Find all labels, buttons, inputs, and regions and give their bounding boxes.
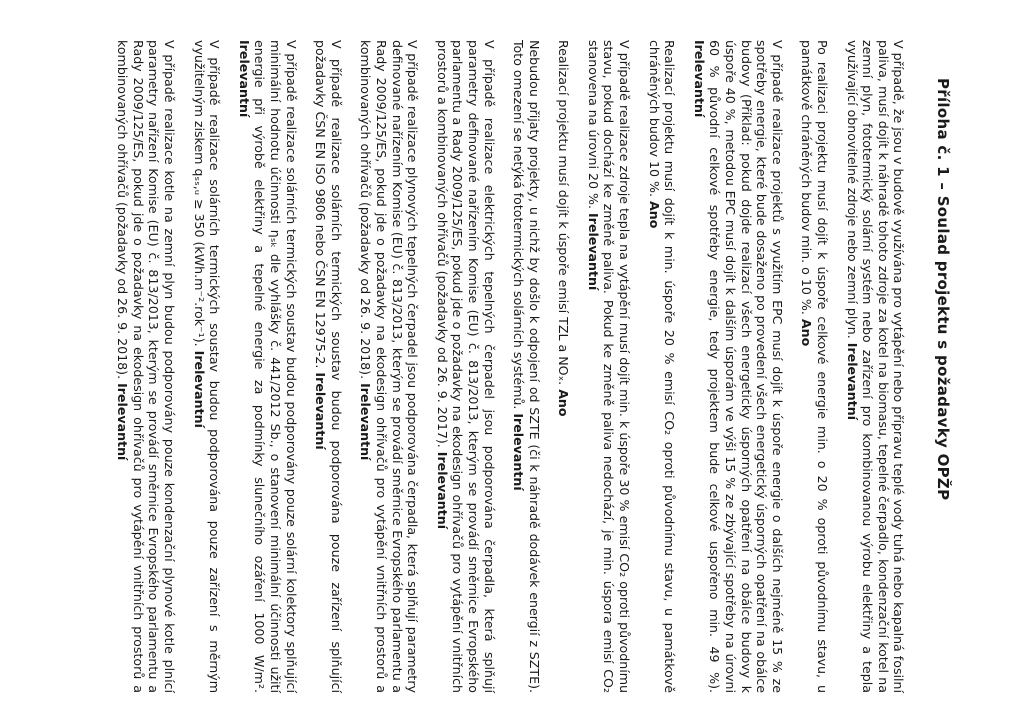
paragraph-text: V případě realizace kotle na zemní plyn budou podporovány pouze kondenzační plynové kotle plnící parametry nařízení Komise (EU) č. 813/2013, kterým se provádí směrnice Evropského parlamentu a Rady 2009/125/ES, pokud jde o požadavky na ekodesign ohřívačů pro vytápění vnitřních prostorů a kombinovaných ohřívačů (požadavky od 26. 9. 2018). <box>115 40 178 693</box>
paragraph-verdict: Irelevantní <box>511 413 527 491</box>
paragraph <box>844 40 906 693</box>
paragraph-text: Realizací projektu musí dojít k min. úspoře 20 % emisí CO₂ oproti původnímu stavu, u památkově chráněných budov 10 %. <box>646 40 678 693</box>
paragraph <box>434 40 496 693</box>
paragraph <box>556 40 572 693</box>
paragraph-text: V případě realizace solárních termických soustav budou podporována pouze zařízení splňující požadavky ČSN EN ISO 9806 nebo ČSN EN 12975-2. <box>313 40 344 693</box>
paragraph-text: V případě realizace projektů s využitím EPC musí dojít k úspoře energie o dalších nejméně 15 % ze spotřeby energie, které bude dosaženo po provedení všech energetický úsporných opatření na obálce budovy (Příklad: pokud dojde realizací všech energeticky úsporných opatření na obálce budovy k úspoře 40 %, metodou EPC musí dojít k dalším úsporám ve výši 15 % ze zbývající spotřeby na úrovni 60 % původní celkové spotřeby energie, tedy projektem bude celkové uspořeno min. 49 %). <box>707 40 785 693</box>
paragraph-verdict: Irelevantní <box>313 372 329 450</box>
paragraph-text: Po realizaci projektu musí dojít k úspoře celkové energie min. o 20 % oproti původnímu stavu, u památkově chráněných budov min. o 10 %. <box>799 40 831 693</box>
paragraph-verdict: Ano <box>556 389 572 417</box>
paragraph-verdict: Irelevantní <box>691 40 707 118</box>
paragraph <box>585 40 632 693</box>
paragraph <box>313 40 344 693</box>
paragraph-text: V případě realizace zdroje tepla na vytápění musí dojít min. k úspoře 30 % emisí CO₂ oproti původnímu stavu, pokud dochází ke změně paliva. Pokud ke změně paliva nedochází, je min. úspora emisí CO₂ stanovena na úrovni 20 %. <box>585 40 633 693</box>
paragraph-text: V případě realizace solárních termických soustav budou podporovány pouze solární kolektory splňující minimální hodnotu účinnosti ηₛₖ dle vyhlášky č. 441/2012 Sb., o stanovení minimální účinnosti užití energie při výrobě elektřiny a tepelné energie za podmínky slunečního ozáření 1000 W/m². <box>252 40 299 693</box>
paragraph <box>236 40 298 693</box>
paragraph <box>511 40 542 693</box>
paragraph-text: V případě realizace solárních termických soustav budou podporována pouze zařízení s měrným využitelným ziskem qₛₛ,ᵤ ≥ 350 (kWh.m⁻².rok⁻¹). <box>191 40 223 693</box>
paragraph <box>799 40 830 693</box>
paragraph-list <box>115 40 907 693</box>
paragraph-verdict: Irelevantní <box>844 342 860 421</box>
page-title: Příloha č. 1 – Soulad projektu s požadavky OPŽP <box>934 78 952 501</box>
paragraph-verdict: Irelevantní <box>191 350 207 428</box>
paragraph <box>691 40 785 693</box>
paragraph-text: Realizací projektu musí dojít k úspoře emisí TZL a NOₓ. <box>556 40 572 390</box>
paragraph-verdict: Irelevantní <box>358 383 374 461</box>
paragraph <box>358 40 420 693</box>
paragraph-text: V případě, že jsou v budově využívána pro vytápění nebo přípravu teplé vody tuhá nebo kapalná fosilní paliva, musí dojít k náhradě tohoto zdroje za kotel na biomasu, tepelné čerpadlo, kondenzační kotel na zemní plyn, fototermický solární systém nebo zařízení pro kombinovanou výrobu elektřiny a tepla využívající obnovitelné zdroje nebo zemní plyn. <box>844 40 907 693</box>
paragraph-verdict: Irelevantní <box>115 383 131 461</box>
paragraph-verdict: Irelevantní <box>434 451 450 530</box>
paragraph-verdict: Ano <box>799 318 815 347</box>
paragraph <box>115 40 177 693</box>
paragraph-verdict: Ano <box>646 201 662 229</box>
paragraph-text: V případě realizace plynových tepelných čerpadel jsou podporována čerpadla, která splňují parametry definované nařízením Komise (EU) č. 813/2013, kterým se provádí směrnice Evropského parlamentu a Rady 2009/125/ES, pokud jde o požadavky na ekodesign ohřívačů pro vytápění vnitřních prostorů a kombinovaných ohřívačů (požadavky od 26. 9. 2018). <box>358 40 421 693</box>
paragraph-text: V případě realizace elektrických tepelných čerpadel jsou podporována čerpadla, která splňují parametry definované nařízením Komise (EU) č. 813/2013, kterým se provádí směrnice Evropského parlamentu a Rady 2009/125/ES, pokud jde o požadavky na ekodesign ohřívačů pro vytápění vnitřních prostorů a kombinovaných ohřívačů (požadavky od 26. 9. 2017). <box>434 40 497 693</box>
paragraph-text: Nebudou přijaty projekty, u nichž by došlo k odpojení od SZTE (či k náhradě dodávek energií z SZTE). Toto omezení se netýká fototermických solárních systémů. <box>511 40 542 693</box>
paragraph <box>191 40 222 693</box>
paragraph-verdict: Irelevantní <box>585 213 601 291</box>
paragraph <box>646 40 677 693</box>
paragraph-verdict: Irelevantní <box>236 40 252 118</box>
